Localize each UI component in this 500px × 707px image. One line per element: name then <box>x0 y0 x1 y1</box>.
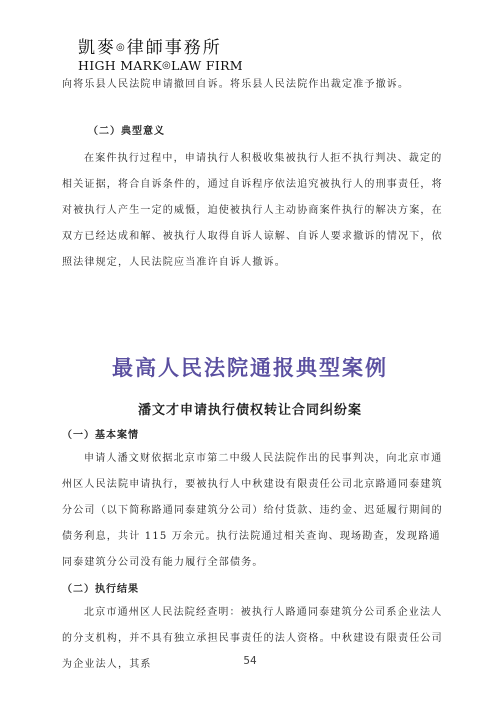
page-number: 54 <box>243 654 257 667</box>
law-firm-logo <box>78 38 258 74</box>
section2-paragraph: 在案件执行过程中，申请执行人积极收集被执行人拒不执行判决、裁定的相关证据，将合自诉条件的，通过自诉程序依法追究被执行人的刑事责任，将对被执行人产生一定的威慑，迫使被执行人主动协商案件执行的解决方案，在双方已经达成和解、被执行人取得自诉人谅解、自诉人要求撤诉的情况下，依照法律规定，人民法院应当准许自诉人撤诉。 <box>62 153 443 268</box>
basic-facts-heading: （一）基本案情 <box>62 430 139 441</box>
result-heading: （二）执行结果 <box>62 584 139 595</box>
logo-english-name: HIGH MARK◎LAW FIRM <box>78 58 243 73</box>
logo-chinese-name: 凱麥◎律師事務所 <box>78 38 222 58</box>
section2-heading: （二）典型意义 <box>88 126 165 137</box>
logo-circle-icon: ◎ <box>116 42 127 53</box>
basic-facts-paragraph: 申请人潘文财依据北京市第二中级人民法院作出的民事判决，向北京市通州区人民法院申请执行，要被执行人中秋建设有限责任公司北京路通同泰建筑分公司（以下简称路通同泰建筑分公司）给付货款、违约金、迟延履行期间的债务利息，共计 115 万余元。执行法院通过相关查询、现场勘查，发现路通同泰建筑分公司没有能力履行全部债务。 <box>62 453 443 568</box>
top-paragraph: 向将乐县人民法院申请撤回自诉。将乐县人民法院作出裁定准予撤诉。 <box>62 79 410 90</box>
main-title: 最高人民法院通报典型案例 <box>112 356 388 380</box>
result-paragraph: 北京市通州区人民法院经查明：被执行人路通同泰建筑分公司系企业法人的分支机构，并不具有独立承担民事责任的法人资格。中秋建设有限责任公司为企业法人，其系 <box>62 607 443 670</box>
case-title: 潘文才申请执行债权转让合同纠纷案 <box>137 403 362 418</box>
